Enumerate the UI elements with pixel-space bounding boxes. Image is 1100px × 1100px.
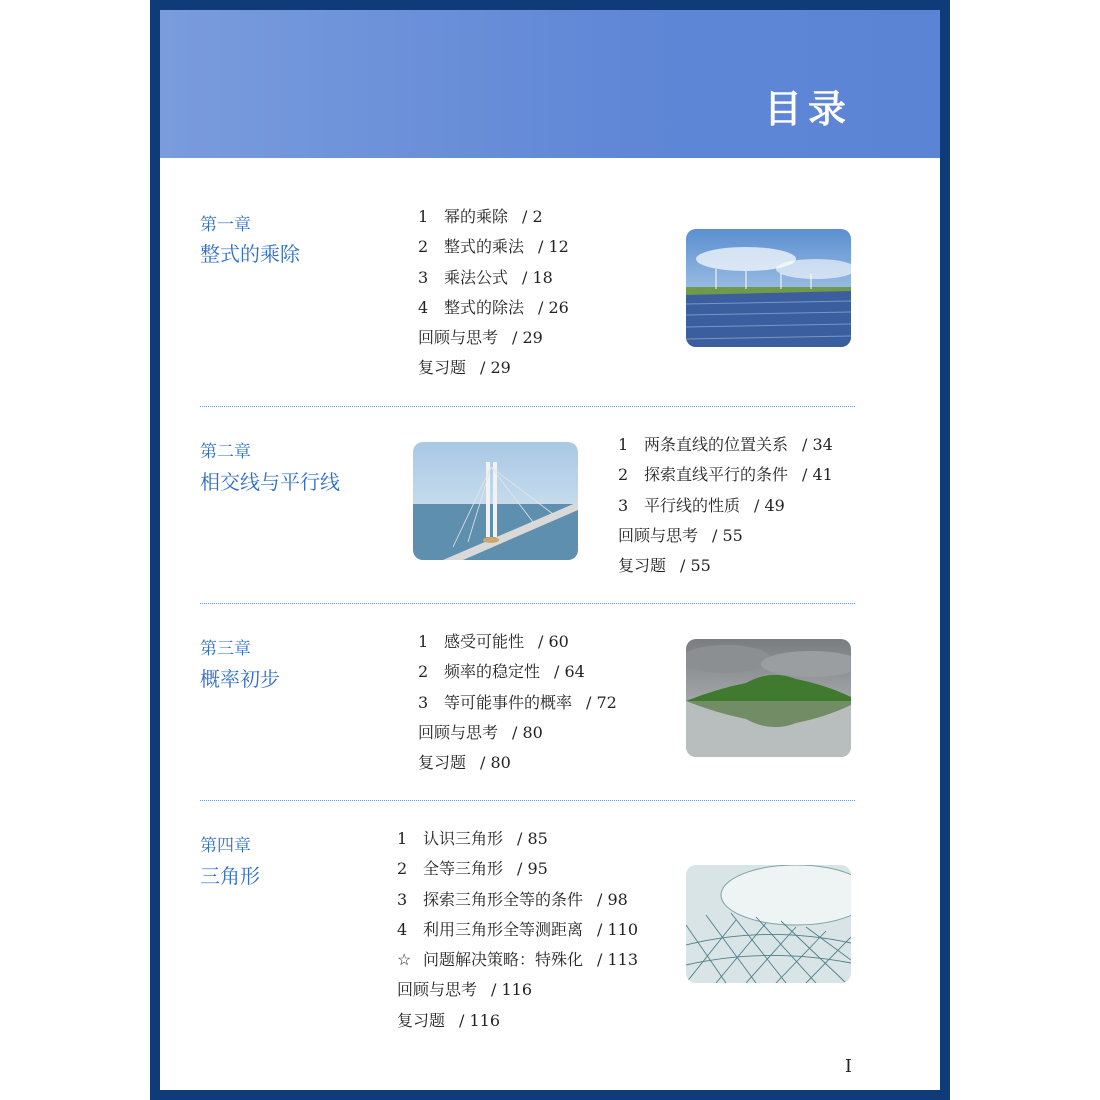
toc-item[interactable]: 3 平行线的性质 / 49	[618, 495, 785, 515]
page-number: I	[844, 1056, 852, 1077]
toc-item[interactable]: 复习题 / 29	[418, 358, 511, 378]
chapter-number: 第二章	[200, 442, 251, 462]
toc-item[interactable]: 回顾与思考 / 29	[418, 328, 543, 348]
section-divider	[200, 800, 855, 801]
toc-item[interactable]: 复习题 / 116	[397, 1010, 501, 1030]
header-band	[160, 10, 940, 158]
island-lake-photo	[686, 639, 851, 757]
toc-item[interactable]: 3 探索三角形全等的条件 / 98	[397, 889, 628, 909]
solar-panels-photo	[686, 229, 851, 347]
toc-item[interactable]: 4 整式的除法 / 26	[418, 297, 569, 317]
toc-item[interactable]: 2 整式的乘法 / 12	[418, 237, 569, 257]
truss-dome-photo	[686, 865, 851, 983]
toc-item[interactable]: 1 幂的乘除 / 2	[418, 207, 543, 226]
chapter-number: 第一章	[200, 215, 251, 235]
toc-list	[618, 430, 833, 581]
toc-item[interactable]: 回顾与思考 / 55	[618, 525, 743, 545]
toc-item[interactable]: 回顾与思考 / 116	[397, 980, 533, 1000]
chapter-title: 整式的乘除	[200, 242, 300, 266]
toc-item[interactable]: 4 利用三角形全等测距离 / 110	[397, 919, 639, 939]
toc-item[interactable]: 3 等可能事件的概率 / 72	[418, 692, 617, 712]
toc-item[interactable]: 1 感受可能性 / 60	[418, 632, 569, 651]
toc-item[interactable]: 回顾与思考 / 80	[418, 722, 543, 742]
toc-list	[418, 627, 617, 778]
toc-item[interactable]: 复习题 / 80	[418, 753, 511, 773]
toc-item[interactable]: 1 认识三角形 / 85	[397, 829, 548, 848]
toc-item[interactable]: ☆ 问题解决策略：特殊化 / 113	[397, 945, 638, 975]
section-divider	[200, 406, 855, 407]
toc-item[interactable]: 1 两条直线的位置关系 / 34	[618, 435, 833, 454]
toc-page	[160, 10, 940, 1090]
star-icon: ☆	[397, 950, 412, 970]
bridge-photo	[413, 442, 578, 560]
toc-item[interactable]: 2 频率的稳定性 / 64	[418, 662, 585, 682]
toc-item[interactable]: 复习题 / 55	[618, 556, 711, 576]
toc-list	[418, 202, 569, 384]
toc-item[interactable]: 3 乘法公式 / 18	[418, 267, 553, 287]
chapter-title: 相交线与平行线	[200, 470, 340, 494]
chapter-number: 第四章	[200, 836, 251, 856]
section-divider	[200, 603, 855, 604]
toc-list	[397, 824, 638, 1036]
page-title: 目录	[763, 87, 852, 131]
chapter-title: 三角形	[200, 864, 260, 888]
chapter-number: 第三章	[200, 639, 251, 659]
toc-item[interactable]: 2 全等三角形 / 95	[397, 859, 548, 879]
chapter-title: 概率初步	[200, 667, 280, 691]
toc-item[interactable]: 2 探索直线平行的条件 / 41	[618, 465, 833, 485]
